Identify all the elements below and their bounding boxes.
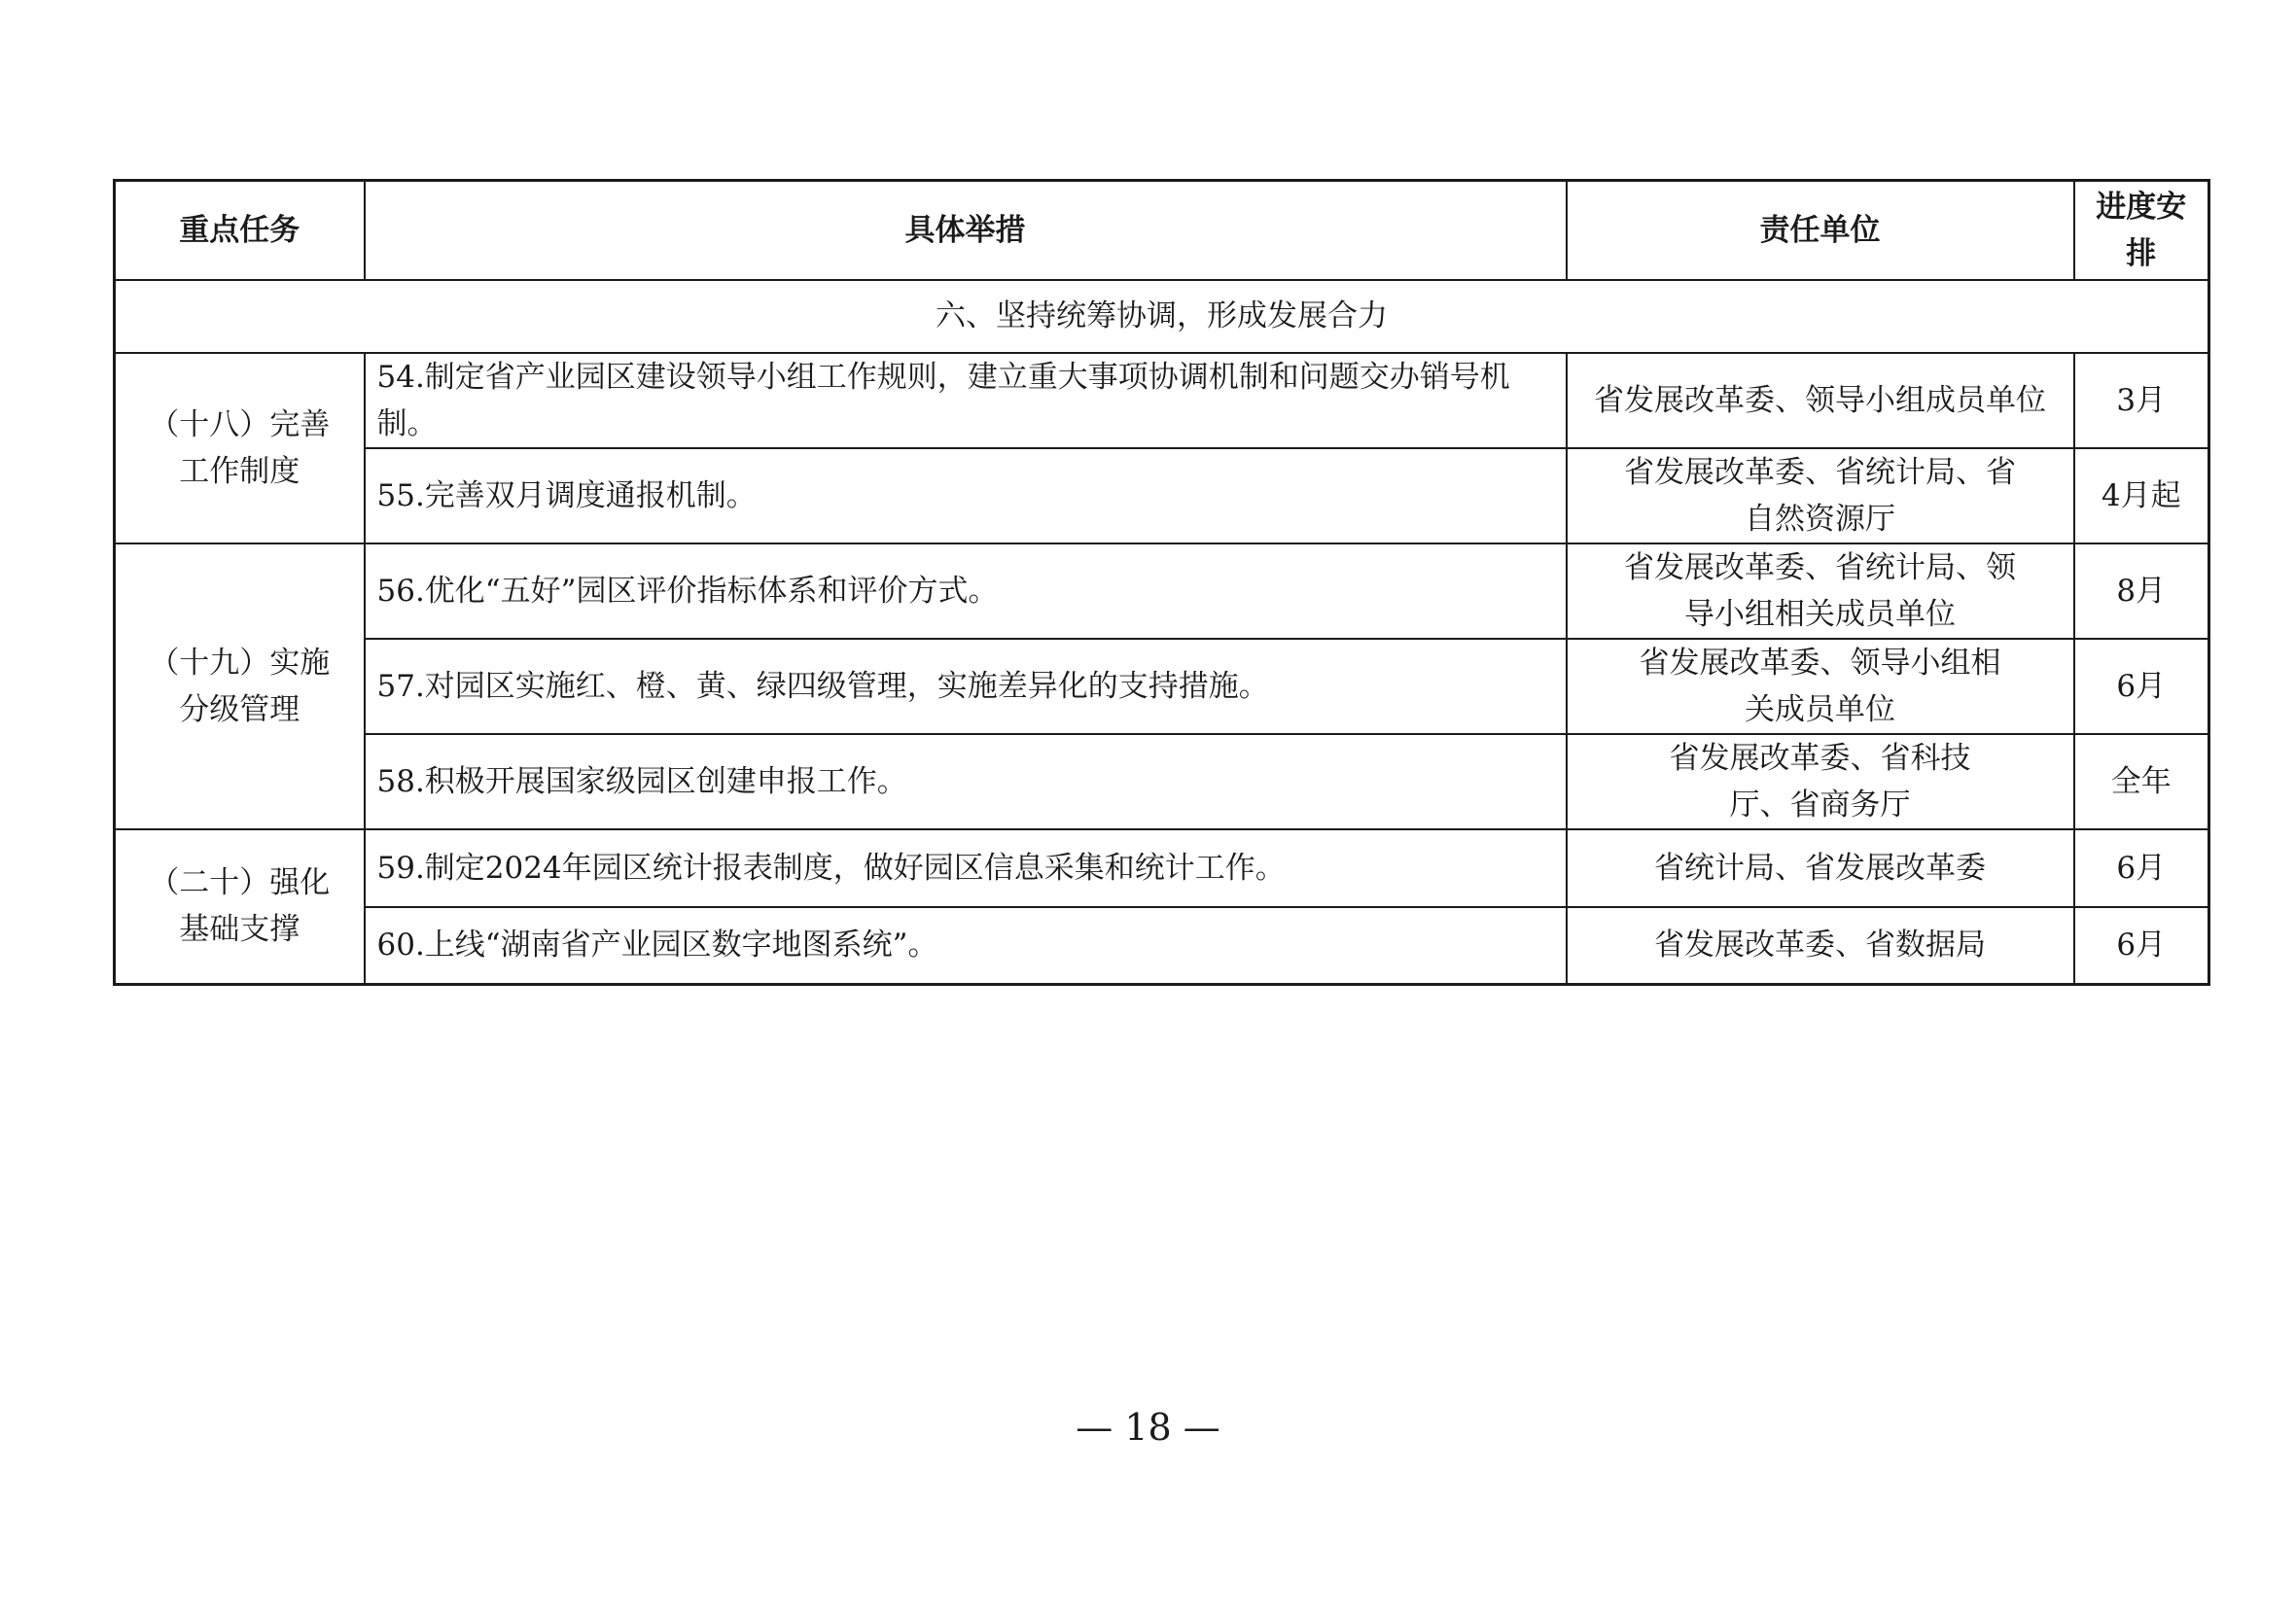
section-row	[115, 280, 2209, 353]
header-responsible-unit: 责任单位	[1567, 181, 2074, 280]
measure-cell: 59.制定2024年园区统计报表制度，做好园区信息采集和统计工作。	[365, 829, 1567, 907]
schedule-cell: 8月	[2074, 543, 2209, 639]
section-title: 六、坚持统筹协调，形成发展合力	[115, 280, 2209, 353]
header-measure: 具体举措	[365, 181, 1567, 280]
schedule-cell: 6月	[2074, 639, 2209, 734]
measure-cell: 57.对园区实施红、橙、黄、绿四级管理，实施差异化的支持措施。	[365, 639, 1567, 734]
measure-cell: 60.上线“湖南省产业园区数字地图系统”。	[365, 907, 1567, 985]
measure-cell: 58.积极开展国家级园区创建申报工作。	[365, 734, 1567, 829]
task-table	[113, 179, 2210, 986]
unit-cell: 省发展改革委、省统计局、省自然资源厅	[1567, 448, 2074, 543]
schedule-cell: 6月	[2074, 829, 2209, 907]
table-row	[115, 448, 2209, 543]
header-key-task: 重点任务	[115, 181, 365, 280]
unit-cell: 省发展改革委、领导小组成员单位	[1567, 353, 2074, 448]
task-cell: （十八）完善工作制度	[115, 353, 365, 543]
schedule-cell: 3月	[2074, 353, 2209, 448]
measure-cell: 55.完善双月调度通报机制。	[365, 448, 1567, 543]
unit-cell: 省发展改革委、领导小组相关成员单位	[1567, 639, 2074, 734]
page-number: — 18 —	[1076, 1406, 1220, 1449]
header-row	[115, 181, 2209, 280]
table-row	[115, 829, 2209, 907]
task-cell: （二十）强化基础支撑	[115, 829, 365, 985]
unit-cell: 省发展改革委、省科技厅、省商务厅	[1567, 734, 2074, 829]
schedule-cell: 6月	[2074, 907, 2209, 985]
unit-cell: 省统计局、省发展改革委	[1567, 829, 2074, 907]
table-row	[115, 734, 2209, 829]
unit-cell: 省发展改革委、省统计局、领导小组相关成员单位	[1567, 543, 2074, 639]
table-row	[115, 907, 2209, 985]
unit-cell: 省发展改革委、省数据局	[1567, 907, 2074, 985]
schedule-cell: 全年	[2074, 734, 2209, 829]
table-row	[115, 639, 2209, 734]
schedule-cell: 4月起	[2074, 448, 2209, 543]
table-row	[115, 543, 2209, 639]
task-cell: （十九）实施分级管理	[115, 543, 365, 829]
measure-cell: 56.优化“五好”园区评价指标体系和评价方式。	[365, 543, 1567, 639]
table-row	[115, 353, 2209, 448]
header-schedule: 进度安排	[2074, 181, 2209, 280]
measure-cell: 54.制定省产业园区建设领导小组工作规则，建立重大事项协调机制和问题交办销号机制。	[365, 353, 1567, 448]
